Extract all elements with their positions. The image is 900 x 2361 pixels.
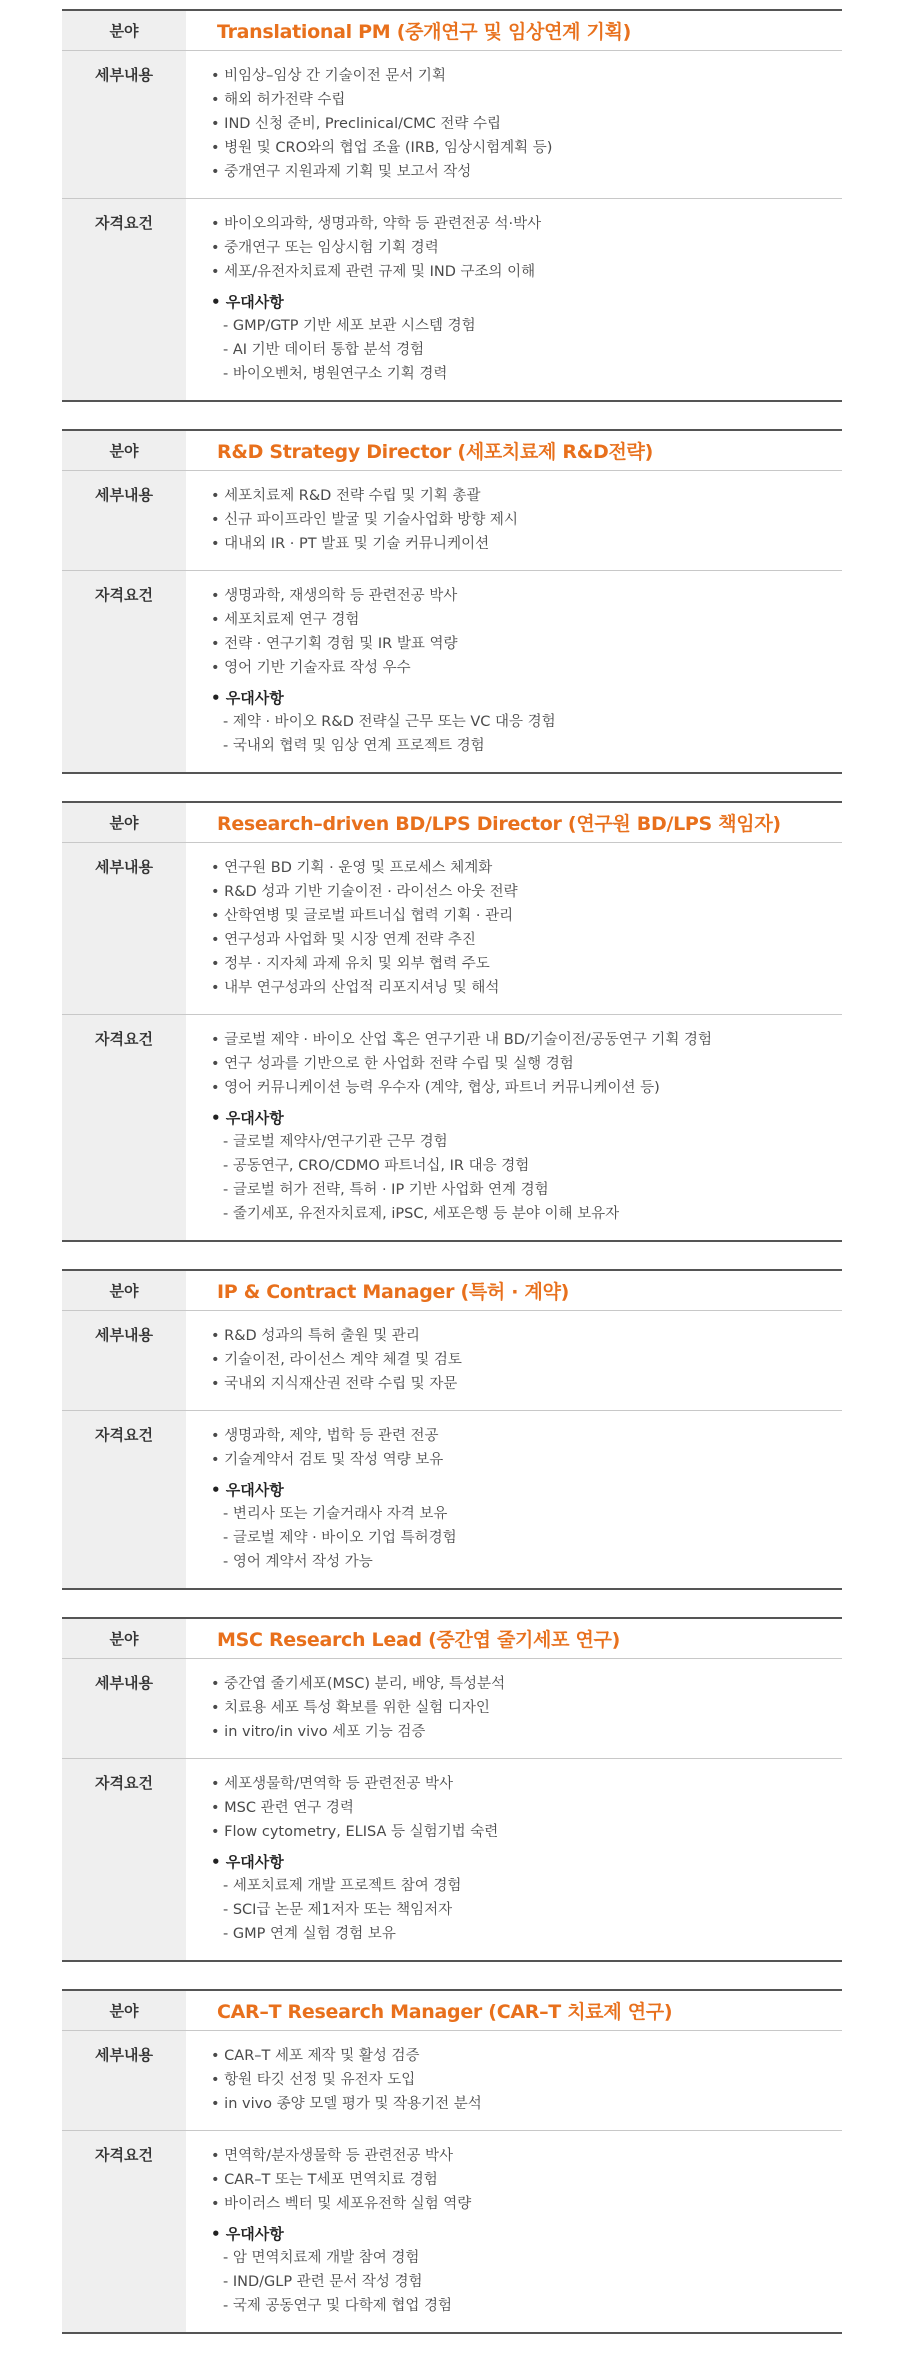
requirements-row [62,1411,842,1590]
requirements-row [62,199,842,402]
details-label: 세부내용 [62,1311,186,1411]
list-item: • Flow cytometry, ELISA 등 실험기법 숙련 [211,1824,499,1840]
field-label: 분야 [62,1990,186,2031]
details-cell [186,1311,842,1411]
job-title: Research–driven BD/LPS Director (연구원 BD/LPS 책임자) [217,813,781,835]
requirements-cell [186,1015,842,1242]
field-row [62,802,842,843]
details-cell [186,1659,842,1759]
job-listing [62,0,842,2334]
details-list [211,2044,842,2116]
field-row [62,1990,842,2031]
preferred-heading: • 우대사항 [211,1109,284,1127]
list-item: - GMP/GTP 기반 세포 보관 시스템 경험 [223,318,476,334]
list-item: • 면역학/분자생물학 등 관련전공 박사 [211,2148,453,2164]
list-item: • CAR–T 또는 T세포 면역치료 경험 [211,2172,438,2188]
list-item: • 국내외 지식재산권 전략 수립 및 자문 [211,1376,458,1392]
requirements-label: 자격요건 [62,1411,186,1590]
list-item: • 중개연구 지원과제 기획 및 보고서 작성 [211,164,472,180]
list-item: - SCI급 논문 제1저자 또는 책임저자 [223,1902,453,1918]
field-label: 분야 [62,10,186,51]
preferred-heading: • 우대사항 [211,293,284,311]
details-label: 세부내용 [62,843,186,1015]
list-item: - 글로벌 제약 · 바이오 기업 특허경험 [223,1530,457,1546]
requirements-list [211,1028,842,1100]
details-list [211,64,842,184]
preferred-block [211,1850,842,1946]
list-item: - 암 면역치료제 개발 참여 경험 [223,2250,420,2266]
list-item: - 제약 · 바이오 R&D 전략실 근무 또는 VC 대응 경험 [223,714,556,730]
requirements-label: 자격요건 [62,571,186,774]
list-item: • in vivo 종양 모델 평가 및 작용기전 분석 [211,2096,482,2112]
field-label: 분야 [62,1618,186,1659]
preferred-list [211,1874,842,1946]
job-title: Translational PM (중개연구 및 임상연계 기획) [217,21,632,43]
list-item: • 산학연병 및 글로벌 파트너십 협력 기획 · 관리 [211,908,514,924]
field-row [62,430,842,471]
list-item: - 글로벌 제약사/연구기관 근무 경험 [223,1134,448,1150]
requirements-label: 자격요건 [62,1759,186,1962]
details-list [211,484,842,556]
requirements-row [62,571,842,774]
job-title: R&D Strategy Director (세포치료제 R&D전략) [217,441,653,463]
list-item: • 세포생물학/면역학 등 관련전공 박사 [211,1776,453,1792]
list-item: • 세포치료제 연구 경험 [211,612,360,628]
job-table [62,1989,842,2334]
requirements-cell [186,571,842,774]
list-item: • 신규 파이프라인 발굴 및 기술사업화 방향 제시 [211,512,518,528]
preferred-list [211,1130,842,1226]
job-table [62,429,842,774]
list-item: • 연구원 BD 기획 · 운영 및 프로세스 체계화 [211,860,493,876]
list-item: • 생명과학, 제약, 법학 등 관련 전공 [211,1428,439,1444]
list-item: • 연구 성과를 기반으로 한 사업화 전략 수립 및 실행 경험 [211,1056,574,1072]
preferred-list [211,710,842,758]
details-row [62,2031,842,2131]
list-item: • IND 신청 준비, Preclinical/CMC 전략 수립 [211,116,501,132]
job-table [62,801,842,1242]
list-item: - GMP 연계 실험 경험 보유 [223,1926,396,1942]
preferred-block [211,290,842,386]
details-label: 세부내용 [62,1659,186,1759]
list-item: - 변리사 또는 기술거래사 자격 보유 [223,1506,448,1522]
preferred-list [211,314,842,386]
list-item: • 생명과학, 재생의학 등 관련전공 박사 [211,588,458,604]
list-item: • 세포/유전자치료제 관련 규제 및 IND 구조의 이해 [211,264,536,280]
details-cell [186,471,842,571]
preferred-block [211,686,842,758]
list-item: - 영어 계약서 작성 가능 [223,1554,373,1570]
job-title: MSC Research Lead (중간엽 줄기세포 연구) [217,1629,620,1651]
preferred-list [211,2246,842,2318]
job-table [62,1617,842,1962]
preferred-block [211,2222,842,2318]
list-item: • 기술이전, 라이선스 계약 체결 및 검토 [211,1352,462,1368]
details-label: 세부내용 [62,471,186,571]
details-row [62,51,842,199]
list-item: - 국내외 협력 및 임상 연계 프로젝트 경험 [223,738,485,754]
list-item: • 치료용 세포 특성 확보를 위한 실험 디자인 [211,1700,490,1716]
field-row [62,1270,842,1311]
list-item: • 비임상–임상 간 기술이전 문서 기획 [211,68,446,84]
details-cell [186,2031,842,2131]
details-cell [186,51,842,199]
requirements-cell [186,1759,842,1962]
job-table [62,1269,842,1590]
requirements-list [211,584,842,680]
job-table [62,9,842,402]
requirements-list [211,2144,842,2216]
requirements-cell [186,2131,842,2334]
field-label: 분야 [62,802,186,843]
list-item: • 병원 및 CRO와의 협업 조율 (IRB, 임상시험계획 등) [211,140,553,156]
list-item: • 해외 허가전략 수립 [211,92,346,108]
details-row [62,843,842,1015]
details-row [62,1311,842,1411]
requirements-cell [186,199,842,402]
list-item: • CAR–T 세포 제작 및 활성 검증 [211,2048,420,2064]
details-row [62,1659,842,1759]
list-item: - 국제 공동연구 및 다학제 협업 경험 [223,2298,452,2314]
list-item: • 글로벌 제약 · 바이오 산업 혹은 연구기관 내 BD/기술이전/공동연구 기획 경험 [211,1032,712,1048]
list-item: • MSC 관련 연구 경력 [211,1800,354,1816]
list-item: • 전략 · 연구기획 경험 및 IR 발표 역량 [211,636,458,652]
preferred-heading: • 우대사항 [211,689,284,707]
requirements-list [211,1772,842,1844]
field-row [62,10,842,51]
details-cell [186,843,842,1015]
requirements-label: 자격요건 [62,1015,186,1242]
list-item: • 바이러스 벡터 및 세포유전학 실험 역량 [211,2196,472,2212]
details-list [211,856,842,1000]
list-item: • 영어 커뮤니케이션 능력 우수자 (계약, 협상, 파트너 커뮤니케이션 등) [211,1080,660,1096]
list-item: • 중개연구 또는 임상시험 기획 경력 [211,240,439,256]
list-item: • 연구성과 사업화 및 시장 연계 전략 추진 [211,932,476,948]
list-item: • in vitro/in vivo 세포 기능 검증 [211,1724,426,1740]
requirements-label: 자격요건 [62,2131,186,2334]
field-label: 분야 [62,430,186,471]
list-item: • 바이오의과학, 생명과학, 약학 등 관련전공 석·박사 [211,216,542,232]
list-item: • R&D 성과의 특허 출원 및 관리 [211,1328,420,1344]
list-item: - AI 기반 데이터 통합 분석 경험 [223,342,425,358]
job-title: IP & Contract Manager (특허 · 계약) [217,1281,570,1303]
requirements-cell [186,1411,842,1590]
preferred-heading: • 우대사항 [211,2225,284,2243]
requirements-row [62,1015,842,1242]
list-item: • 정부 · 지자체 과제 유치 및 외부 협력 주도 [211,956,490,972]
preferred-list [211,1502,842,1574]
requirements-list [211,212,842,284]
details-list [211,1324,842,1396]
list-item: • 영어 기반 기술자료 작성 우수 [211,660,411,676]
requirements-row [62,1759,842,1962]
list-item: • 기술계약서 검토 및 작성 역량 보유 [211,1452,444,1468]
list-item: - 세포치료제 개발 프로젝트 참여 경험 [223,1878,462,1894]
list-item: • 항원 타깃 선정 및 유전자 도입 [211,2072,416,2088]
requirements-list [211,1424,842,1472]
field-row [62,1618,842,1659]
list-item: • 내부 연구성과의 산업적 리포지셔닝 및 해석 [211,980,500,996]
list-item: • R&D 성과 기반 기술이전 · 라이선스 아웃 전략 [211,884,518,900]
preferred-block [211,1478,842,1574]
preferred-block [211,1106,842,1226]
field-label: 분야 [62,1270,186,1311]
details-label: 세부내용 [62,51,186,199]
details-row [62,471,842,571]
list-item: • 대내외 IR · PT 발표 및 기술 커뮤니케이션 [211,536,490,552]
list-item: - IND/GLP 관련 문서 작성 경험 [223,2274,423,2290]
job-title: CAR–T Research Manager (CAR–T 치료제 연구) [217,2001,673,2023]
requirements-label: 자격요건 [62,199,186,402]
requirements-row [62,2131,842,2334]
list-item: • 중간엽 줄기세포(MSC) 분리, 배양, 특성분석 [211,1676,506,1692]
list-item: • 세포치료제 R&D 전략 수립 및 기획 총괄 [211,488,481,504]
preferred-heading: • 우대사항 [211,1853,284,1871]
details-label: 세부내용 [62,2031,186,2131]
list-item: - 바이오벤처, 병원연구소 기획 경력 [223,366,448,382]
list-item: - 줄기세포, 유전자치료제, iPSC, 세포은행 등 분야 이해 보유자 [223,1206,620,1222]
list-item: - 공동연구, CRO/CDMO 파트너십, IR 대응 경험 [223,1158,530,1174]
preferred-heading: • 우대사항 [211,1481,284,1499]
list-item: - 글로벌 허가 전략, 특허 · IP 기반 사업화 연계 경험 [223,1182,549,1198]
details-list [211,1672,842,1744]
